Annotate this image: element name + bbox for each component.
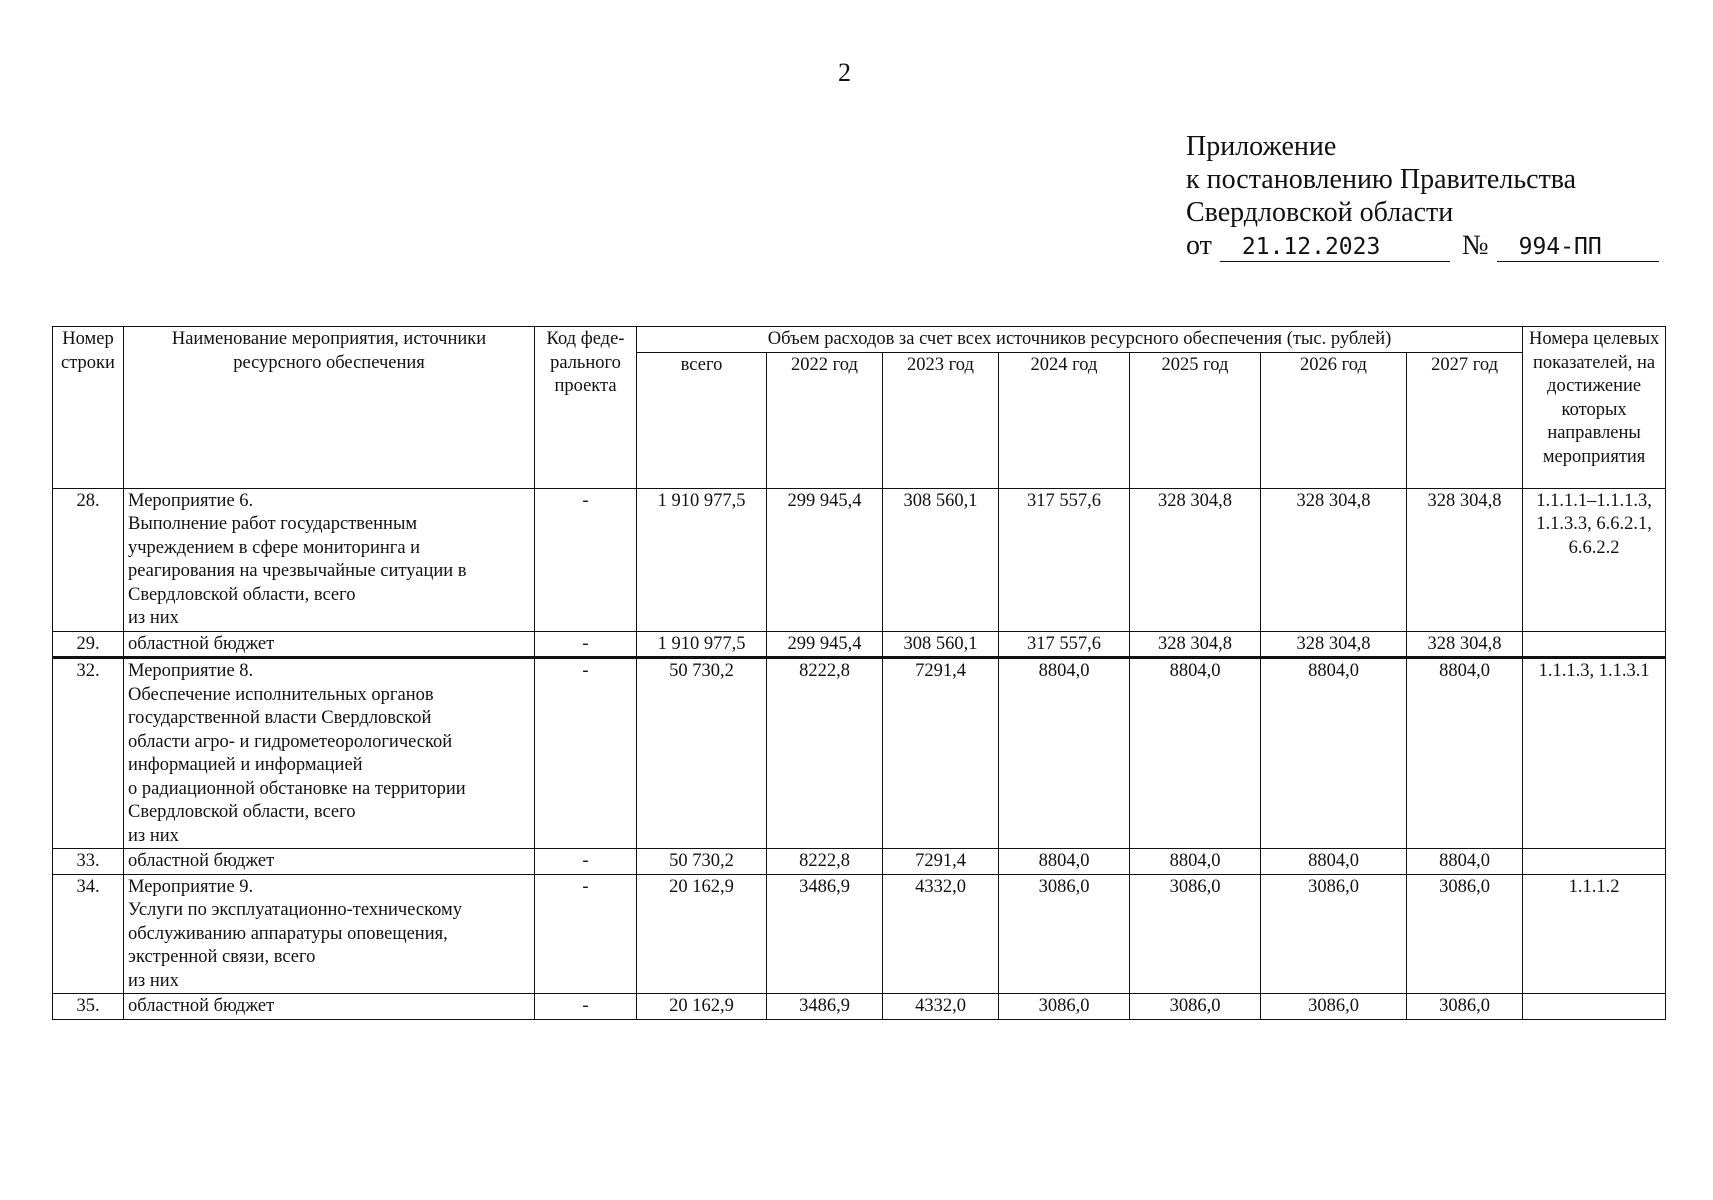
header-targets: Номера целевых показателей, на достижение которых направлены мероприятия [1523,327,1666,489]
row-value-y2024: 3086,0 [999,994,1130,1020]
decree-date: 21.12.2023 [1220,233,1450,262]
row-value-y2026: 328 304,8 [1261,488,1407,631]
table-row [53,994,1666,1020]
table-body [53,488,1666,1019]
row-federal-code: - [535,658,637,849]
row-value-y2022: 8222,8 [767,849,883,875]
date-prefix: от [1186,230,1212,261]
budget-table [52,326,1666,1020]
row-name-line: учреждением в сфере мониторинга и [128,537,421,558]
row-value-y2026: 328 304,8 [1261,631,1407,658]
row-value-y2025: 8804,0 [1130,658,1261,849]
row-name-line: государственной власти Свердловской [128,708,432,728]
row-value-y2027: 3086,0 [1407,874,1523,994]
row-name [124,994,535,1020]
row-value-total: 50 730,2 [637,849,767,875]
decree-number: 994-ПП [1497,233,1659,262]
row-value-y2026: 8804,0 [1261,849,1407,875]
row-federal-code: - [535,994,637,1020]
header-federal-code: Код феде-ральнoго проекта [535,327,637,489]
header-2026: 2026 год [1261,352,1407,488]
row-number: 35. [53,994,124,1020]
table-row [53,658,1666,849]
row-name-line: из них [128,970,179,991]
row-targets: 1.1.1.1–1.1.1.3, 1.1.3.3, 6.6.2.1, 6.6.2.2 [1523,488,1666,631]
row-value-total: 50 730,2 [637,658,767,849]
row-name-line: Обеспечение исполнительных органов [128,684,434,705]
row-value-total: 1 910 977,5 [637,488,767,631]
row-name [124,849,535,875]
row-value-y2027: 8804,0 [1407,658,1523,849]
row-name-line: Мероприятие 6. [128,490,254,511]
row-name-line: областной бюджет [128,851,275,871]
row-value-y2023: 7291,4 [883,658,999,849]
row-targets [1523,631,1666,658]
row-value-y2024: 3086,0 [999,874,1130,994]
row-name-line: Мероприятие 9. [128,876,254,897]
row-value-y2025: 3086,0 [1130,994,1261,1020]
row-number: 32. [53,658,124,849]
header-expenses-group: Объем расходов за счет всех источников ресурсного обеспечения (тыс. рублей) [637,327,1523,353]
appendix-title: Приложение [1186,131,1337,162]
row-name-line: о радиационной обстановке на территории [128,778,466,799]
row-value-y2027: 3086,0 [1407,994,1523,1020]
row-name-line: из них [128,608,179,628]
row-name [124,658,535,849]
row-federal-code: - [535,488,637,631]
row-value-y2024: 317 557,6 [999,488,1130,631]
row-value-y2023: 4332,0 [883,994,999,1020]
row-value-y2025: 8804,0 [1130,849,1261,875]
row-value-y2022: 299 945,4 [767,631,883,658]
row-name-line: из них [128,825,179,846]
row-value-y2023: 308 560,1 [883,631,999,658]
row-value-y2025: 328 304,8 [1130,488,1261,631]
row-value-y2024: 317 557,6 [999,631,1130,658]
row-value-total: 1 910 977,5 [637,631,767,658]
row-value-y2024: 8804,0 [999,849,1130,875]
row-value-y2023: 308 560,1 [883,488,999,631]
row-name-line: информацией и информацией [128,755,363,775]
row-value-y2022: 3486,9 [767,994,883,1020]
row-value-y2026: 8804,0 [1261,658,1407,849]
table-row [53,488,1666,631]
row-federal-code: - [535,874,637,994]
row-targets: 1.1.1.3, 1.1.3.1 [1523,658,1666,849]
row-value-y2026: 3086,0 [1261,874,1407,994]
table-row [53,631,1666,658]
header-2027: 2027 год [1407,352,1523,488]
row-name-line: Свердловской области, всего [128,584,356,605]
row-value-y2025: 328 304,8 [1130,631,1261,658]
row-value-y2027: 328 304,8 [1407,488,1523,631]
row-name-line: области агро- и гидрометеорологической [128,731,453,752]
header-total: всего [637,352,767,488]
row-value-y2025: 3086,0 [1130,874,1261,994]
row-name [124,488,535,631]
row-value-total: 20 162,9 [637,994,767,1020]
row-name-line: Выполнение работ государственным [128,514,418,534]
row-value-y2022: 8222,8 [767,658,883,849]
row-value-y2027: 8804,0 [1407,849,1523,875]
header-2022: 2022 год [767,352,883,488]
row-federal-code: - [535,631,637,658]
row-number: 28. [53,488,124,631]
row-value-y2022: 3486,9 [767,874,883,994]
row-federal-code: - [535,849,637,875]
row-value-y2023: 7291,4 [883,849,999,875]
row-name-line: экстренной связи, всего [128,947,316,967]
table-row [53,874,1666,994]
row-number: 33. [53,849,124,875]
row-value-total: 20 162,9 [637,874,767,994]
number-sign: № [1461,230,1489,261]
row-value-y2022: 299 945,4 [767,488,883,631]
row-name-line: Свердловской области, всего [128,802,356,822]
row-targets [1523,994,1666,1020]
row-number: 34. [53,874,124,994]
row-value-y2024: 8804,0 [999,658,1130,849]
page-number: 2 [838,58,851,87]
row-targets: 1.1.1.2 [1523,874,1666,994]
row-value-y2026: 3086,0 [1261,994,1407,1020]
row-name-line: областной бюджет [128,633,275,654]
row-name [124,631,535,658]
row-name-line: Мероприятие 8. [128,661,254,681]
row-value-y2023: 4332,0 [883,874,999,994]
row-name-line: Услуги по эксплуатационно-техническому [128,900,462,920]
header-2023: 2023 год [883,352,999,488]
header-name: Наименование мероприятия, источники ресурсного обеспечения [124,327,535,489]
row-number: 29. [53,631,124,658]
row-name-line: обслуживанию аппаратуры оповещения, [128,923,448,944]
appendix-line-2: к постановлению Правительства [1186,164,1577,195]
appendix-header [1186,130,1659,262]
table-row [53,849,1666,875]
header-2025: 2025 год [1130,352,1261,488]
header-row-number: Номер строки [53,327,124,489]
row-targets [1523,849,1666,875]
row-name-line: областной бюджет [128,996,275,1016]
row-name [124,874,535,994]
appendix-date-row [1186,229,1659,262]
row-value-y2027: 328 304,8 [1407,631,1523,658]
row-name-line: реагирования на чрезвычайные ситуации в [128,561,467,581]
header-2024: 2024 год [999,352,1130,488]
appendix-line-3: Свердловской области [1186,197,1454,228]
